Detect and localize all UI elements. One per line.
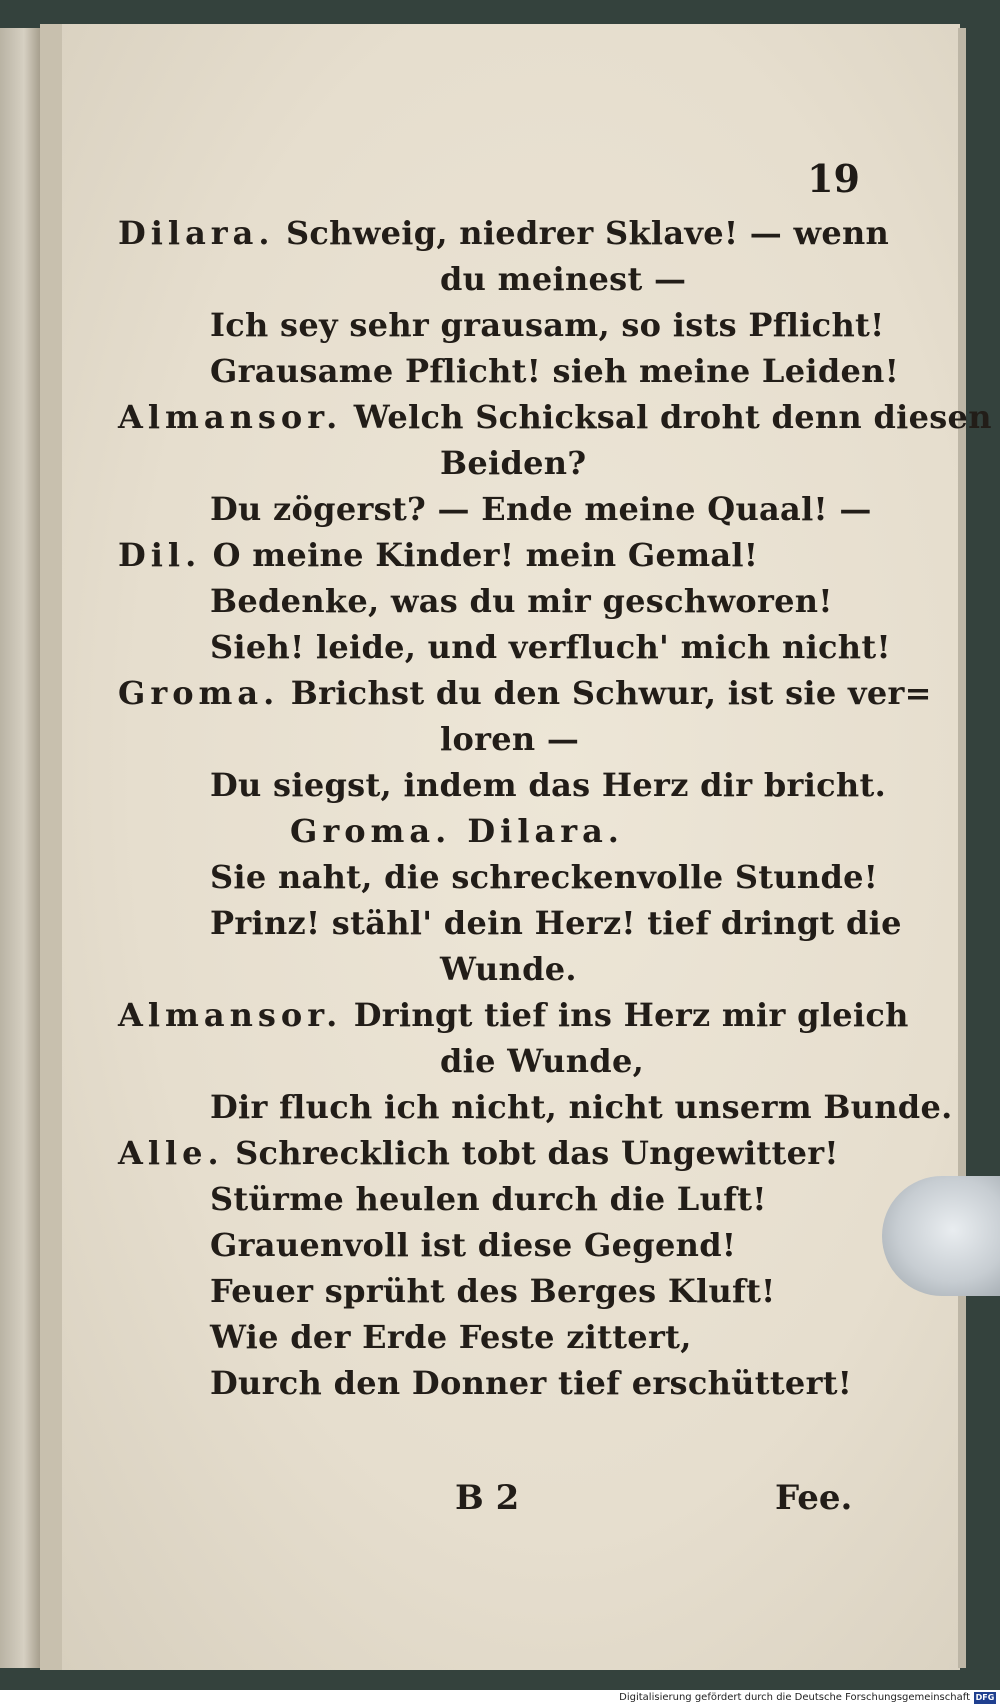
text-line <box>210 1180 767 1218</box>
verse-text: Grausame Pflicht! sieh meine Leiden! <box>210 352 900 390</box>
verse-text: Sie naht, die schreckenvolle Stunde! <box>210 858 879 896</box>
verse-text: Wie der Erde Feste zittert, <box>210 1318 692 1356</box>
page-number: 19 <box>807 156 860 201</box>
verse-text: Dringt tief ins Herz mir gleich <box>353 996 909 1034</box>
verse-text: die Wunde, <box>440 1042 645 1080</box>
text-line <box>440 1042 644 1080</box>
scanner-thumb-mark <box>882 1176 1000 1296</box>
verse-text: Bedenke, was du mir geschworen! <box>210 582 833 620</box>
speaker-name: Dilara. <box>118 214 275 252</box>
speaker-name: Groma. <box>118 674 280 712</box>
verse-text: Wunde. <box>440 950 577 988</box>
speaker-heading: Groma. Dilara. <box>290 812 624 850</box>
text-line <box>210 1088 953 1126</box>
text-line <box>210 1226 736 1264</box>
text-line <box>210 490 872 528</box>
digitization-credit: Digitalisierung gefördert durch die Deutsche Forschungsgemeinschaft <box>619 1692 970 1703</box>
text-line <box>440 950 577 988</box>
verse-text: du meinest — <box>440 260 687 298</box>
speaker-name: Dil. <box>118 536 202 574</box>
text-line <box>118 1134 839 1172</box>
verse-text: Beiden? <box>440 444 587 482</box>
verse-text: Sieh! leide, und verfluch' mich nicht! <box>210 628 891 666</box>
previous-page-edge <box>0 28 40 1668</box>
verse-text: Welch Schicksal droht denn diesen <box>353 398 992 436</box>
catchword: Fee. <box>775 1478 853 1518</box>
text-line <box>440 720 579 758</box>
speaker-name: Almansor. <box>118 398 343 436</box>
text-line <box>210 1364 852 1402</box>
text-line <box>440 260 686 298</box>
verse-text: Stürme heulen durch die Luft! <box>210 1180 767 1218</box>
text-line <box>210 1318 692 1356</box>
text-line <box>210 904 902 942</box>
verse-text: Durch den Donner tief erschüttert! <box>210 1364 853 1402</box>
signature-mark: B 2 <box>455 1478 520 1518</box>
text-line <box>440 444 586 482</box>
text-line <box>210 352 899 390</box>
text-line <box>118 996 909 1034</box>
verse-text: Schweig, niedrer Sklave! — wenn <box>285 214 890 252</box>
text-line <box>210 628 891 666</box>
text-line <box>118 674 932 712</box>
verse-text: Schrecklich tobt das Ungewitter! <box>235 1134 839 1172</box>
verse-text: Feuer sprüht des Berges Kluft! <box>210 1272 776 1310</box>
text-line <box>210 766 886 804</box>
verse-text: loren — <box>440 720 580 758</box>
verse-text: Grauenvoll ist diese Gegend! <box>210 1226 737 1264</box>
verse-text: Dir fluch ich nicht, nicht unserm Bunde. <box>210 1088 953 1126</box>
speaker-name: Almansor. <box>118 996 343 1034</box>
page-right-edge <box>958 28 966 1668</box>
verse-text: O meine Kinder! mein Gemal! <box>212 536 759 574</box>
text-line <box>210 858 878 896</box>
verse-text: Du zögerst? — Ende meine Quaal! — <box>210 490 872 528</box>
text-line <box>118 214 889 252</box>
dfg-logo: DFG <box>975 1693 995 1702</box>
text-line <box>118 398 992 436</box>
text-line <box>210 306 884 344</box>
speaker-name: Alle. <box>118 1134 224 1172</box>
verse-text: Du siegst, indem das Herz dir bricht. <box>210 766 887 804</box>
verse-text: Ich sey sehr grausam, so ists Pflicht! <box>210 306 885 344</box>
text-line <box>210 582 833 620</box>
verse-text: Brichst du den Schwur, ist sie ver= <box>290 674 932 712</box>
text-line <box>210 1272 776 1310</box>
verse-text: Prinz! stähl' dein Herz! tief dringt die <box>210 904 902 942</box>
text-line <box>118 536 758 574</box>
